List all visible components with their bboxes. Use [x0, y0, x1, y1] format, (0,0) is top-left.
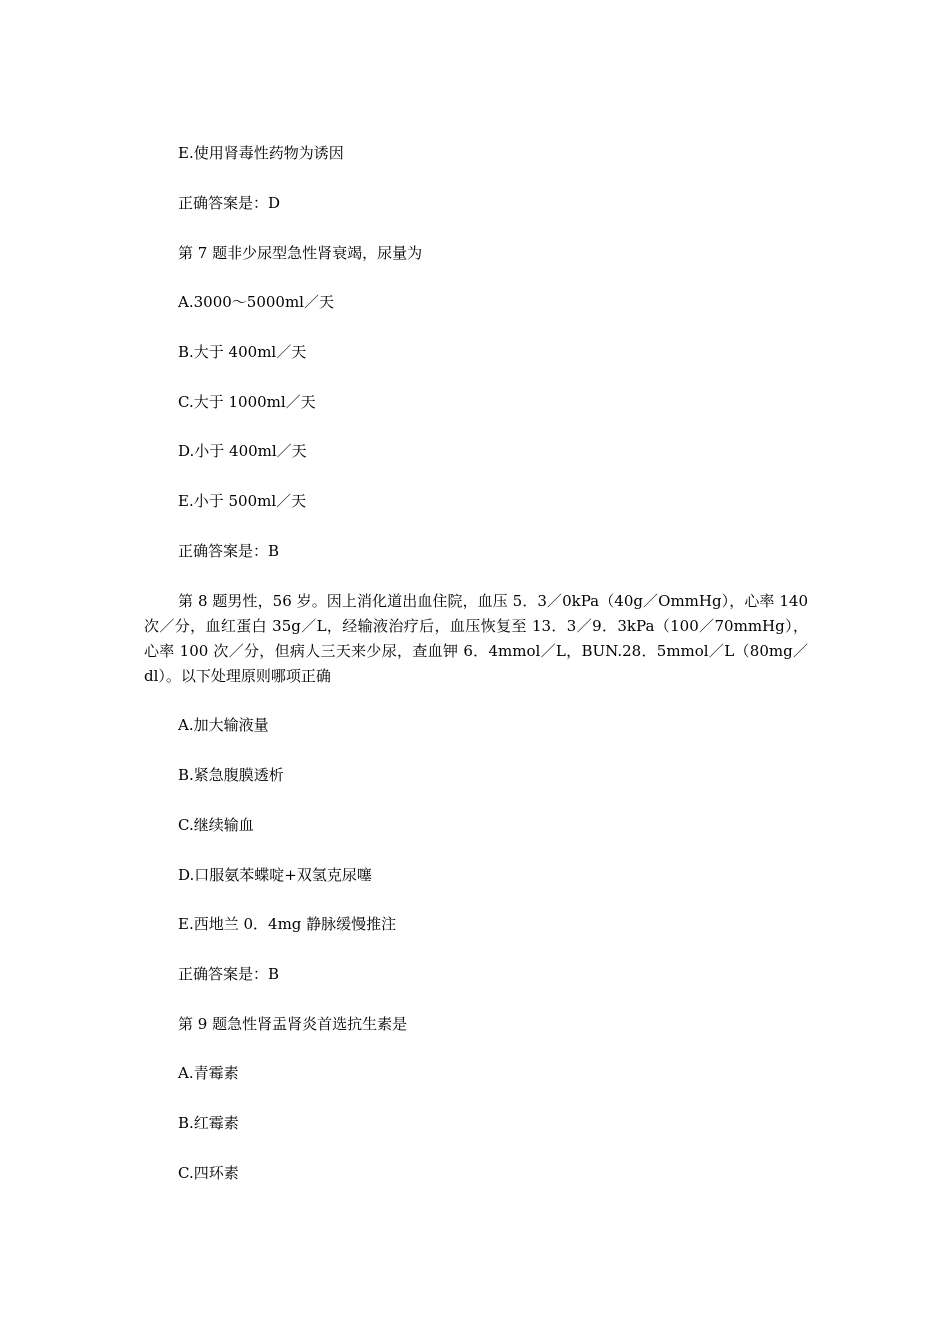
q6-answer: 正确答案是：D — [178, 194, 281, 212]
q8-option-e: E.西地兰 0．4mg 静脉缓慢推注 — [178, 915, 397, 933]
q9-option-a: A.青霉素 — [178, 1064, 239, 1082]
q7-option-a: A.3000～5000ml／天 — [178, 293, 334, 311]
q9-question: 第 9 题急性肾盂肾炎首选抗生素是 — [178, 1015, 408, 1033]
q9-option-b: B.红霉素 — [178, 1114, 239, 1132]
q8-answer: 正确答案是：B — [178, 965, 280, 983]
q6-option-e: E.使用肾毒性药物为诱因 — [178, 144, 344, 162]
q7-option-e: E.小于 500ml／天 — [178, 492, 307, 510]
q7-question: 第 7 题非少尿型急性肾衰竭，尿量为 — [178, 244, 423, 262]
q8-option-a: A.加大输液量 — [178, 716, 269, 734]
q8-option-c: C.继续输血 — [178, 816, 254, 834]
q7-option-b: B.大于 400ml／天 — [178, 343, 307, 361]
q9-option-c: C.四环素 — [178, 1164, 239, 1182]
q8-option-d: D.口服氨苯蝶啶+双氢克尿噻 — [178, 866, 372, 884]
q8-question: 第 8 题男性，56 岁。因上消化道出血住院，血压 5．3／0kPa（40g／OmmHg），心率 140 次／分，血红蛋白 35g／L，经输液治疗后，血压恢复至 13．3／9．3kPa（100／70mmHg），心率 100 次／分，但病人三天来少尿，查血钾 6．4mmol／L，BUN.28．5mmol／L（80mg／dl）。以下处理原则哪项正确 — [144, 592, 808, 685]
q8-option-b: B.紧急腹膜透析 — [178, 766, 284, 784]
q7-answer: 正确答案是：B — [178, 542, 280, 560]
q7-option-c: C.大于 1000ml／天 — [178, 393, 316, 411]
q7-option-d: D.小于 400ml／天 — [178, 442, 307, 460]
